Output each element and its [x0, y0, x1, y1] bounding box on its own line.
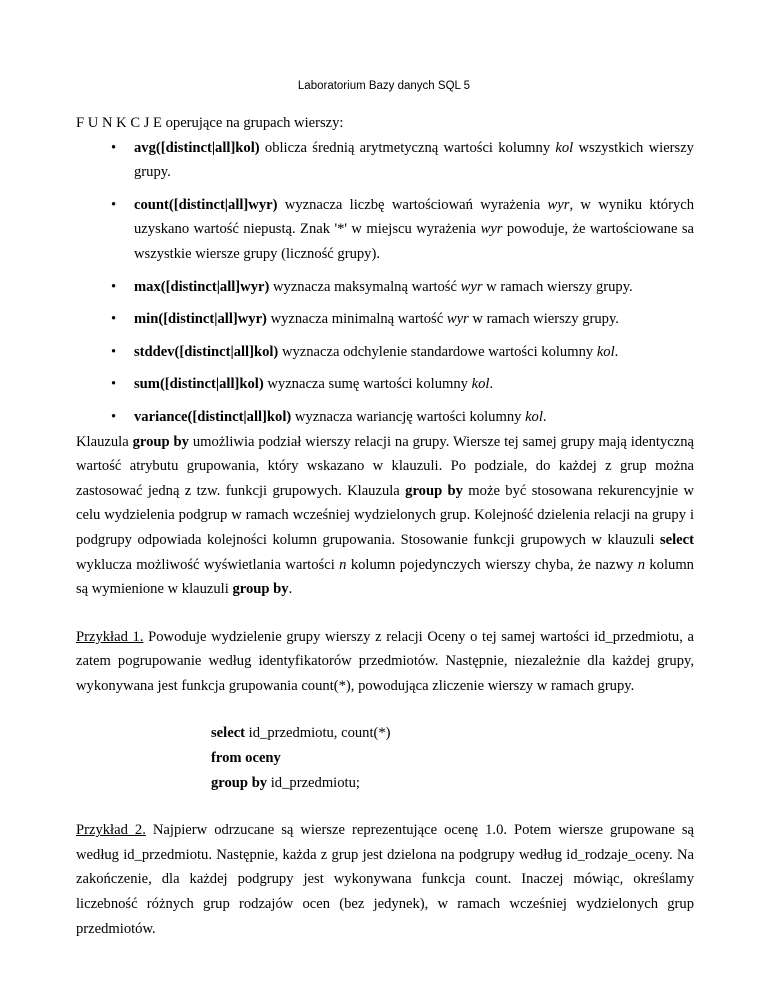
- sql-code-block: [211, 721, 694, 795]
- example-1-label: Przykład 1.: [76, 628, 144, 645]
- bullet-icon: •: [111, 376, 117, 393]
- function-list: [76, 136, 694, 430]
- example-2-paragraph: Przykład 2. Najpierw odrzucane są wiersze reprezentujące ocenę 1.0. Potem wiersze grupowane są według id_przedmiotu. Następnie, każda z grup jest dzielona na podgrupy według id_rodzaje_oceny. Na zakończenie, dla każdej podgrupy jest wykonywana funkcja count. Inaczej mówiąc, określamy liczebność różnych grup rodzajów ocen (bez jedynek), w ramach wcześniej wydzielonych grup przedmiotów.: [76, 822, 694, 937]
- list-item: • stddev([distinct|all]kol) wyznacza odchylenie standardowe wartości kolumny kol.: [76, 340, 694, 365]
- list-item: • count([distinct|all]wyr) wyznacza liczbę wartościowań wyrażenia wyr, w wyniku których uzyskano wartość niepustą. Znak '*' w miejscu wyrażenia wyr powoduje, że wartościowane sa wszystkie wiersze grupy (liczność grupy).: [76, 193, 694, 267]
- bullet-icon: •: [111, 278, 117, 295]
- intro-line: F U N K C J E operujące na grupach wierszy:: [76, 115, 344, 131]
- groupby-paragraph: Klauzula group by umożliwia podział wierszy relacji na grupy. Wiersze tej samej grupy mają identyczną wartość atrybutu grupowania, który wskazano w klauzuli. Po podziale, do każdej z grup można zastosować jedną z tzw. funkcji grupowych. Klauzula group by może być stosowana rekurencyjnie w celu wydzielenia podgrup w ramach wcześniej wydzielonych grup. Kolejność dzielenia relacji na grupy i podgrupy odpowiada kolejności kolumn grupowania. Stosowanie funkcji grupowych w klauzuli select wyklucza możliwość wyświetlania wartości n kolumn pojedynczych wierszy chyba, że nazwy n kolumn są wymienione w klauzuli group by.: [76, 433, 694, 598]
- example-1-paragraph: Przykład 1. Powoduje wydzielenie grupy wierszy z relacji Oceny o tej samej wartości id_przedmiotu, a zatem pogrupowanie według identyfikatorów przedmiotów. Następnie, niezależnie dla każdej grupy, wykonywana jest funkcja grupowania count(*), powodująca zliczenie wierszy w ramach grupy.: [76, 628, 694, 694]
- bullet-icon: •: [111, 196, 117, 213]
- page-header: Laboratorium Bazy danych SQL 5: [297, 80, 471, 92]
- bullet-icon: •: [111, 139, 117, 156]
- code-line: group by id_przedmiotu;: [211, 774, 360, 791]
- bullet-icon: •: [111, 343, 117, 360]
- code-line: from oceny: [211, 750, 281, 767]
- list-item: • sum([distinct|all]kol) wyznacza sumę wartości kolumny kol.: [76, 372, 694, 397]
- bullet-icon: •: [111, 408, 117, 425]
- bullet-icon: •: [111, 311, 117, 328]
- list-item: • min([distinct|all]wyr) wyznacza minimalną wartość wyr w ramach wierszy grupy.: [76, 307, 694, 332]
- document-body: [76, 111, 694, 941]
- list-item: • max([distinct|all]wyr) wyznacza maksymalną wartość wyr w ramach wierszy grupy.: [76, 275, 694, 300]
- list-item: • variance([distinct|all]kol) wyznacza wariancję wartości kolumny kol.: [76, 405, 694, 430]
- example-2-label: Przykład 2.: [76, 822, 146, 839]
- list-item: • avg([distinct|all]kol) oblicza średnią arytmetyczną wartości kolumny kol wszystkich wierszy grupy.: [76, 136, 694, 185]
- code-line: select id_przedmiotu, count(*): [211, 725, 391, 742]
